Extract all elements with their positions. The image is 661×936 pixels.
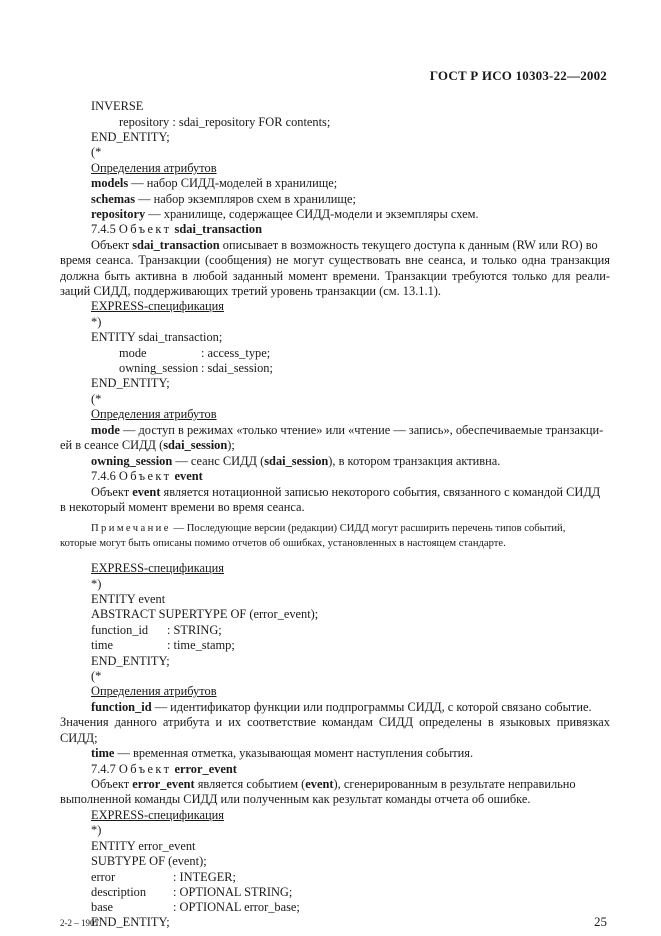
attribute-definition: schemas — набор экземпляров схем в хранилище;: [91, 192, 356, 206]
code-line: ABSTRACT SUPERTYPE OF (error_event);: [91, 607, 319, 621]
attribute-definition: owning_session — сеанс СИДД (sdai_session), в котором транзакция активна.: [91, 454, 501, 468]
attribute-definitions-heading: Определения атрибутов: [91, 684, 217, 698]
code-line: SUBTYPE OF (event);: [91, 854, 207, 868]
code-line: END_ENTITY;: [91, 915, 170, 929]
code-line: owning_session : sdai_session;: [119, 361, 273, 375]
section-heading-7-4-5: 7.4.5 Объект sdai_transaction: [91, 222, 262, 236]
code-line: ENTITY event: [91, 592, 166, 606]
attribute-definition: repository — хранилище, содержащее СИДД-модели и экземпляры схем.: [91, 207, 479, 221]
code-line: INVERSE: [91, 99, 144, 113]
attribute-definition: ей в сеансе СИДД (sdai_session);: [60, 438, 235, 452]
paragraph-line: выполненной команды СИДД или полученным как результат команды отчета об ошибке.: [60, 792, 531, 806]
attribute-definition: function_id — идентификатор функции или подпрограммы СИДД, с которой связано событие.: [91, 700, 592, 714]
code-line: time : time_stamp;: [91, 638, 235, 652]
paragraph-line: заций СИДД, поддерживающих третий уровень транзакции (см. 13.1.1).: [60, 284, 442, 298]
express-spec-heading: EXPRESS-спецификация: [91, 561, 224, 575]
paragraph-line: Объект sdai_transaction описывает в возможность текущего доступа к данным (RW или RO) во: [91, 238, 598, 252]
code-line: mode : access_type;: [119, 346, 271, 360]
code-line: repository : sdai_repository FOR contents;: [119, 115, 331, 129]
express-spec-heading: EXPRESS-спецификация: [91, 299, 224, 313]
paragraph-line: должна быть активна в любой заданный момент времени. Транзакции требуются только для реали-: [60, 269, 610, 283]
paragraph-line: время сеанса. Транзакции (сообщения) не могут существовать вне сеанса, и только одна транзакция: [60, 253, 610, 267]
code-line: description : OPTIONAL STRING;: [91, 885, 293, 899]
paragraph-line: в некоторый момент времени во время сеанса.: [60, 500, 305, 514]
express-spec-heading: EXPRESS-спецификация: [91, 808, 224, 822]
attribute-definitions-heading: Определения атрибутов: [91, 407, 217, 421]
code-line: (*: [91, 145, 102, 159]
page-number: 25: [594, 914, 607, 929]
attribute-definition: mode — доступ в режимах «только чтение» или «чтение — запись», обеспечиваемые транзакци-: [91, 423, 604, 437]
paragraph-line: Объект error_event является событием (event), сгенерированным в результате неправильно: [91, 777, 576, 791]
code-line: *): [91, 315, 102, 329]
code-line: base : OPTIONAL error_base;: [91, 900, 300, 914]
section-heading-7-4-7: 7.4.7 Объект error_event: [91, 762, 237, 776]
attribute-definition: Значения данного атрибута и их соответствие командам СИДД определены в языковых привязках: [60, 715, 610, 729]
code-line: ENTITY error_event: [91, 839, 196, 853]
footer-print-code: 2-2 – 1907: [60, 918, 99, 928]
code-line: END_ENTITY;: [91, 130, 170, 144]
code-line: error : INTEGER;: [91, 870, 236, 884]
page-header-standard: ГОСТ Р ИСО 10303-22—2002: [429, 68, 607, 83]
code-line: ENTITY sdai_transaction;: [91, 330, 223, 344]
code-line: *): [91, 823, 102, 837]
code-line: END_ENTITY;: [91, 376, 170, 390]
code-line: (*: [91, 669, 102, 683]
note-line: Примечание — Последующие версии (редакции) СИДД могут расширить перечень типов событий,: [91, 523, 566, 534]
attribute-definition: time — временная отметка, указывающая момент наступления события.: [91, 746, 474, 760]
code-line: *): [91, 577, 102, 591]
code-line: (*: [91, 392, 102, 406]
paragraph-line: Объект event является нотационной записью некоторого события, связанного с командой СИДД: [91, 485, 601, 499]
attribute-definitions-heading: Определения атрибутов: [91, 161, 217, 175]
note-line: которые могут быть описаны помимо отчетов об ошибках, установленных в настоящем стандарте.: [60, 538, 506, 549]
attribute-definition: models — набор СИДД-моделей в хранилище;: [91, 176, 338, 190]
code-line: END_ENTITY;: [91, 654, 170, 668]
attribute-definition: СИДД;: [60, 731, 98, 745]
code-line: function_id : STRING;: [91, 623, 222, 637]
section-heading-7-4-6: 7.4.6 Объект event: [91, 469, 203, 483]
